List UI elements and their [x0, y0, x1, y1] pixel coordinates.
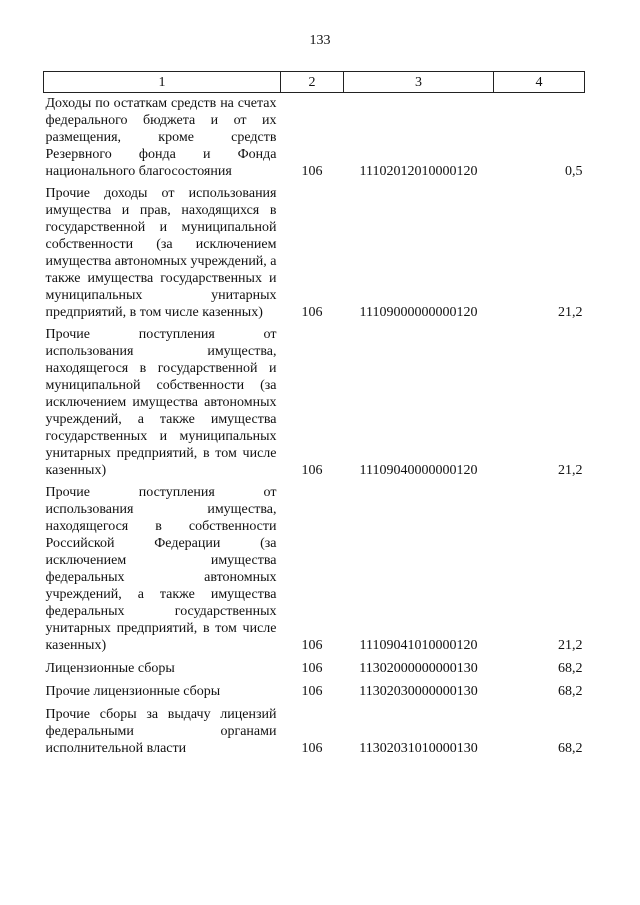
table-header-row [44, 72, 585, 93]
row-kbk-code: 11109041010000120 [359, 638, 478, 653]
row-amount: 68,2 [558, 661, 583, 676]
row-admin-code: 106 [301, 638, 323, 653]
table-row [44, 324, 585, 482]
budget-table [43, 71, 585, 760]
row-kbk-code: 11302000000000130 [359, 661, 478, 676]
row-amount: 0,5 [565, 164, 583, 179]
row-admin-code: 106 [301, 164, 323, 179]
table-row [44, 703, 585, 760]
row-admin-code: 106 [301, 741, 323, 756]
row-kbk-code: 11109000000000120 [359, 305, 478, 320]
table-row [44, 680, 585, 703]
table-row [44, 93, 585, 184]
row-amount: 68,2 [558, 684, 583, 699]
header-col-4: 4 [494, 72, 585, 93]
row-amount: 21,2 [558, 305, 583, 320]
row-amount: 21,2 [558, 638, 583, 653]
row-kbk-code: 11302031010000130 [359, 741, 478, 756]
row-kbk-code: 11302030000000130 [359, 684, 478, 699]
row-amount: 21,2 [558, 463, 583, 478]
row-name: Прочие поступления от использования имущества, находящегося в государственной и муниципальной собственности (за исключением имущества автономных учреждений, а также имущества государственных и муниципальных унитарных предприятий, в том числе казенных) [45, 327, 277, 478]
row-name: Прочие сборы за выдачу лицензий федеральными органами исполнительной власти [45, 707, 277, 756]
page-number: 133 [309, 33, 331, 48]
row-name: Прочие лицензионные сборы [45, 684, 221, 699]
table-row [44, 482, 585, 657]
table-row [44, 657, 585, 680]
row-name: Прочие поступления от использования имущества, находящегося в собственности Российской Федерации (за исключением имущества федеральных автономных учреждений, а также имущества федеральных государственных унитарных предприятий, в том числе казенных) [45, 485, 277, 653]
row-name: Прочие доходы от использования имущества и прав, находящихся в государственной и муниципальной собственности (за исключением имущества автономных учреждений, а также имущества государственных и муниципальных унитарных предприятий, в том числе казенных) [45, 186, 277, 320]
row-admin-code: 106 [301, 305, 323, 320]
table-row [44, 183, 585, 324]
row-kbk-code: 11109040000000120 [359, 463, 478, 478]
row-amount: 68,2 [558, 741, 583, 756]
row-kbk-code: 11102012010000120 [359, 164, 478, 179]
header-col-3: 3 [344, 72, 494, 93]
row-name: Лицензионные сборы [45, 661, 175, 676]
row-admin-code: 106 [301, 463, 323, 478]
row-name: Доходы по остаткам средств на счетах федерального бюджета и от их размещения, кроме средств Резервного фонда и Фонда национального благосостояния [45, 96, 277, 179]
row-admin-code: 106 [301, 661, 323, 676]
header-col-2: 2 [281, 72, 344, 93]
row-admin-code: 106 [301, 684, 323, 699]
header-col-1: 1 [44, 72, 281, 93]
